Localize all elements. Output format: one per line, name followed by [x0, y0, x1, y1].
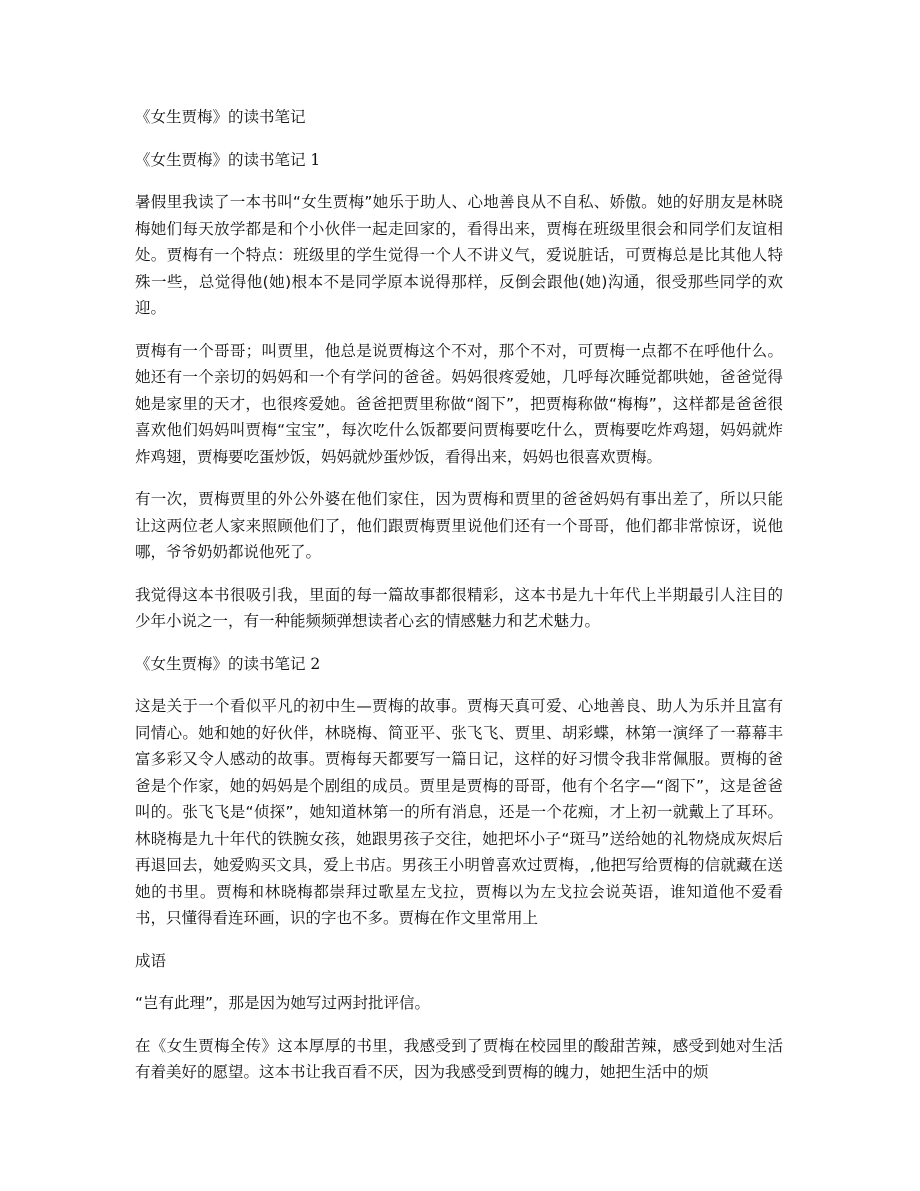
section-1-paragraph: 贾梅有一个哥哥；叫贾里，他总是说贾梅这个不对，那个不对，可贾梅一点都不在呼他什么。她还有一个亲切的妈妈和一个有学问的爸爸。妈妈很疼爱她，几呼每次睡觉都哄她，爸爸觉得她是家里的天才，也很疼爱她。爸爸把贾里称做“阁下”，把贾梅称做“梅梅”，这样都是爸爸很喜欢他们妈妈叫贾梅“宝宝”，每次吃什么饭都要问贾梅要吃什么，贾梅要吃炸鸡翅，妈妈就炸炸鸡翅，贾梅要吃蛋炒饭，妈妈就炒蛋炒饭，看得出来，妈妈也很喜欢贾梅。	[135, 341, 783, 466]
document-page	[135, 104, 783, 1102]
section-2-paragraph: “岂有此理”，那是因为她写过两封批评信。	[135, 994, 431, 1012]
section-2-paragraph: 在《女生贾梅全传》这本厚厚的书里，我感受到了贾梅在校园里的酸甜苦辣，感受到她对生活有着美好的愿望。这本书让我百看不厌，因为我感受到贾梅的魄力，她把生活中的烦	[135, 1036, 783, 1081]
section-1-paragraph: 有一次，贾梅贾里的外公外婆在他们家住，因为贾梅和贾里的爸爸妈妈有事出差了，所以只能让这两位老人家来照顾他们了，他们跟贾梅贾里说他们还有一个哥哥，他们都非常惊讶，说他哪，爷爷奶奶都说他死了。	[135, 490, 783, 561]
section-1-heading: 《女生贾梅》的读书笔记 1	[135, 150, 321, 169]
section-2-paragraph: 成语	[135, 951, 167, 970]
section-1-paragraph: 暑假里我读了一本书叫“女生贾梅”她乐于助人、心地善良从不自私、娇傲。她的好朋友是林晓梅她们每天放学都是和个小伙伴一起走回家的，看得出来，贾梅在班级里很会和同学们友谊相处。贾梅有一个特点：班级里的学生觉得一个人不讲义气，爱说脏话，可贾梅总是比其他人特殊一些，总觉得他(她)根本不是同学原本说得那样，反倒会跟他(她)沟通，很受那些同学的欢迎。	[135, 193, 783, 317]
section-2-heading: 《女生贾梅》的读书笔记 2	[135, 654, 321, 673]
section-2-paragraph: 这是关于一个看似平凡的初中生—贾梅的故事。贾梅天真可爱、心地善良、助人为乐并且富有同情心。她和她的好伙伴，林晓梅、简亚平、张飞飞、贾里、胡彩蝶，林第一演绎了一幕幕丰富多彩又令人感动的故事。贾梅每天都要写一篇日记，这样的好习惯令我非常佩服。贾梅的爸爸是个作家，她的妈妈是个剧组的成员。贾里是贾梅的哥哥，他有个名字—“阁下”，这是爸爸叫的。张飞飞是“侦探”，她知道林第一的所有消息，还是一个花痴，才上初一就戴上了耳环。林晓梅是九十年代的铁腕女孩，她跟男孩子交往，她把坏小子“斑马”送给她的礼物烧成灰烬后再退回去，她爱购买文具，爱上书店。男孩王小明曾喜欢过贾梅，,他把写给贾梅的信就藏在送她的书里。贾梅和林晓梅都崇拜过歌星左戈拉，贾梅以为左戈拉会说英语，谁知道他不爱看书，只懂得看连环画，识的字也不多。贾梅在作文里常用上	[135, 697, 783, 927]
document-title: 《女生贾梅》的读书笔记	[135, 108, 306, 126]
section-1-paragraph: 我觉得这本书很吸引我，里面的每一篇故事都很精彩，这本书是九十年代上半期最引人注目的少年小说之一，有一种能频频弹想读者心玄的情感魅力和艺术魅力。	[135, 585, 783, 630]
